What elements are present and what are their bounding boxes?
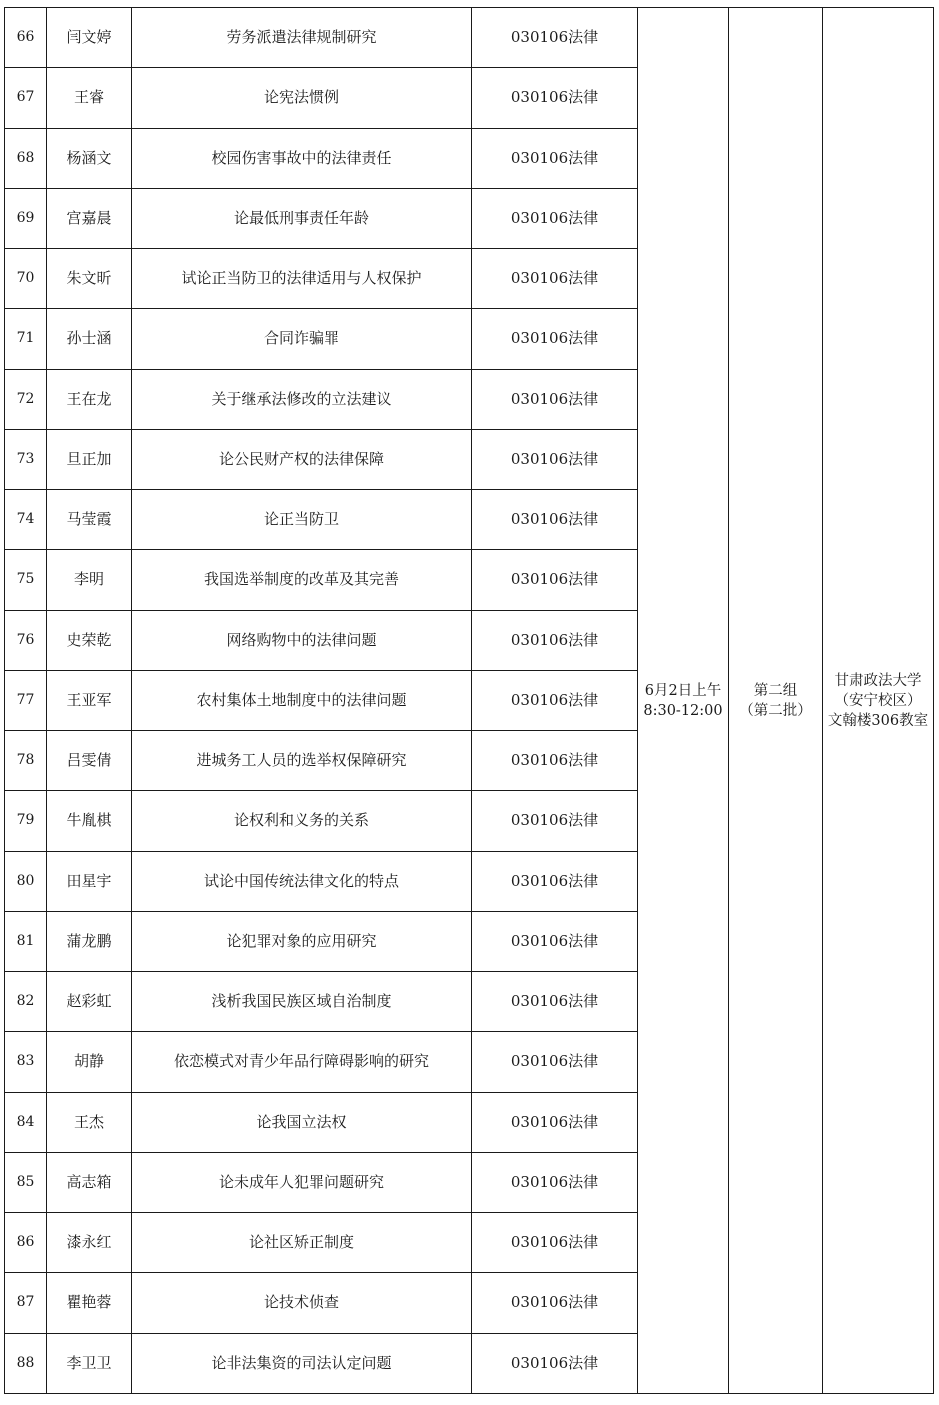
- thesis-topic-cell: 论未成年人犯罪问题研究: [132, 1152, 472, 1212]
- thesis-topic-cell: 浅析我国民族区域自治制度: [132, 972, 472, 1032]
- defense-group-cell: [729, 8, 823, 1394]
- row-number-cell: 87: [5, 1273, 47, 1333]
- row-number-cell: 75: [5, 550, 47, 610]
- defense-group-name: 第二组: [753, 682, 798, 699]
- thesis-topic-cell: 论非法集资的司法认定问题: [132, 1333, 472, 1394]
- thesis-topic-cell: 论最低刑事责任年龄: [132, 188, 472, 248]
- thesis-topic-cell: 论公民财产权的法律保障: [132, 429, 472, 489]
- row-number-cell: 78: [5, 731, 47, 791]
- student-name-cell: 旦正加: [47, 429, 132, 489]
- student-name-cell: 高志箱: [47, 1152, 132, 1212]
- thesis-topic-cell: 网络购物中的法律问题: [132, 610, 472, 670]
- thesis-topic-cell: 依恋模式对青少年品行障碍影响的研究: [132, 1032, 472, 1092]
- thesis-topic-cell: 论犯罪对象的应用研究: [132, 911, 472, 971]
- row-number-cell: 83: [5, 1032, 47, 1092]
- thesis-topic-cell: 论技术侦查: [132, 1273, 472, 1333]
- thesis-topic-cell: 试论正当防卫的法律适用与人权保护: [132, 249, 472, 309]
- major-cell: 030106法律: [472, 791, 638, 851]
- row-number-cell: 81: [5, 911, 47, 971]
- student-name-cell: 王睿: [47, 68, 132, 128]
- thesis-topic-cell: 农村集体土地制度中的法律问题: [132, 670, 472, 730]
- major-cell: 030106法律: [472, 911, 638, 971]
- student-name-cell: 宫嘉晨: [47, 188, 132, 248]
- major-cell: 030106法律: [472, 670, 638, 730]
- student-name-cell: 王杰: [47, 1092, 132, 1152]
- major-cell: 030106法律: [472, 369, 638, 429]
- student-name-cell: 漆永红: [47, 1213, 132, 1273]
- student-name-cell: 闫文婷: [47, 8, 132, 68]
- major-cell: 030106法律: [472, 972, 638, 1032]
- thesis-topic-cell: 试论中国传统法律文化的特点: [132, 851, 472, 911]
- defense-group-batch: （第二批）: [739, 702, 812, 719]
- row-number-cell: 68: [5, 128, 47, 188]
- major-cell: 030106法律: [472, 610, 638, 670]
- venue-university: 甘肃政法大学: [834, 672, 922, 689]
- thesis-topic-cell: 论我国立法权: [132, 1092, 472, 1152]
- defense-time-cell: [638, 8, 729, 1394]
- thesis-topic-cell: 论权利和义务的关系: [132, 791, 472, 851]
- major-cell: 030106法律: [472, 550, 638, 610]
- student-name-cell: 李明: [47, 550, 132, 610]
- row-number-cell: 72: [5, 369, 47, 429]
- defense-venue-cell: [823, 8, 934, 1394]
- venue-room: 文翰楼306教室: [827, 712, 929, 729]
- row-number-cell: 67: [5, 68, 47, 128]
- major-cell: 030106法律: [472, 731, 638, 791]
- row-number-cell: 82: [5, 972, 47, 1032]
- student-name-cell: 牛胤棋: [47, 791, 132, 851]
- student-name-cell: 朱文昕: [47, 249, 132, 309]
- thesis-topic-cell: 论正当防卫: [132, 490, 472, 550]
- student-name-cell: 李卫卫: [47, 1333, 132, 1394]
- student-name-cell: 王亚军: [47, 670, 132, 730]
- major-cell: 030106法律: [472, 68, 638, 128]
- student-name-cell: 胡静: [47, 1032, 132, 1092]
- thesis-topic-cell: 关于继承法修改的立法建议: [132, 369, 472, 429]
- major-cell: 030106法律: [472, 128, 638, 188]
- venue-campus: （安宁校区）: [834, 692, 922, 709]
- row-number-cell: 80: [5, 851, 47, 911]
- row-number-cell: 76: [5, 610, 47, 670]
- table-body: [5, 8, 934, 1394]
- row-number-cell: 73: [5, 429, 47, 489]
- major-cell: 030106法律: [472, 249, 638, 309]
- thesis-topic-cell: 合同诈骗罪: [132, 309, 472, 369]
- student-name-cell: 史荣乾: [47, 610, 132, 670]
- major-cell: 030106法律: [472, 1032, 638, 1092]
- row-number-cell: 79: [5, 791, 47, 851]
- major-cell: 030106法律: [472, 309, 638, 369]
- major-cell: 030106法律: [472, 851, 638, 911]
- student-name-cell: 蒲龙鹏: [47, 911, 132, 971]
- row-number-cell: 66: [5, 8, 47, 68]
- defense-schedule-table: [4, 7, 934, 1394]
- row-number-cell: 86: [5, 1213, 47, 1273]
- student-name-cell: 杨涵文: [47, 128, 132, 188]
- major-cell: 030106法律: [472, 1333, 638, 1394]
- row-number-cell: 69: [5, 188, 47, 248]
- student-name-cell: 王在龙: [47, 369, 132, 429]
- row-number-cell: 85: [5, 1152, 47, 1212]
- row-number-cell: 71: [5, 309, 47, 369]
- major-cell: 030106法律: [472, 1213, 638, 1273]
- major-cell: 030106法律: [472, 1273, 638, 1333]
- student-name-cell: 瞿艳蓉: [47, 1273, 132, 1333]
- major-cell: 030106法律: [472, 188, 638, 248]
- thesis-topic-cell: 劳务派遣法律规制研究: [132, 8, 472, 68]
- defense-time-date: 6月2日上午: [644, 682, 722, 699]
- row-number-cell: 70: [5, 249, 47, 309]
- student-name-cell: 孙士涵: [47, 309, 132, 369]
- major-cell: 030106法律: [472, 490, 638, 550]
- thesis-topic-cell: 进城务工人员的选举权保障研究: [132, 731, 472, 791]
- row-number-cell: 74: [5, 490, 47, 550]
- major-cell: 030106法律: [472, 429, 638, 489]
- student-name-cell: 马莹霞: [47, 490, 132, 550]
- thesis-topic-cell: 论社区矫正制度: [132, 1213, 472, 1273]
- student-name-cell: 赵彩虹: [47, 972, 132, 1032]
- major-cell: 030106法律: [472, 1152, 638, 1212]
- major-cell: 030106法律: [472, 8, 638, 68]
- defense-time-hours: 8:30-12:00: [643, 702, 723, 719]
- table-row: [5, 8, 934, 68]
- thesis-topic-cell: 论宪法惯例: [132, 68, 472, 128]
- row-number-cell: 88: [5, 1333, 47, 1394]
- major-cell: 030106法律: [472, 1092, 638, 1152]
- student-name-cell: 吕雯倩: [47, 731, 132, 791]
- row-number-cell: 84: [5, 1092, 47, 1152]
- student-name-cell: 田星宇: [47, 851, 132, 911]
- thesis-topic-cell: 校园伤害事故中的法律责任: [132, 128, 472, 188]
- thesis-topic-cell: 我国选举制度的改革及其完善: [132, 550, 472, 610]
- row-number-cell: 77: [5, 670, 47, 730]
